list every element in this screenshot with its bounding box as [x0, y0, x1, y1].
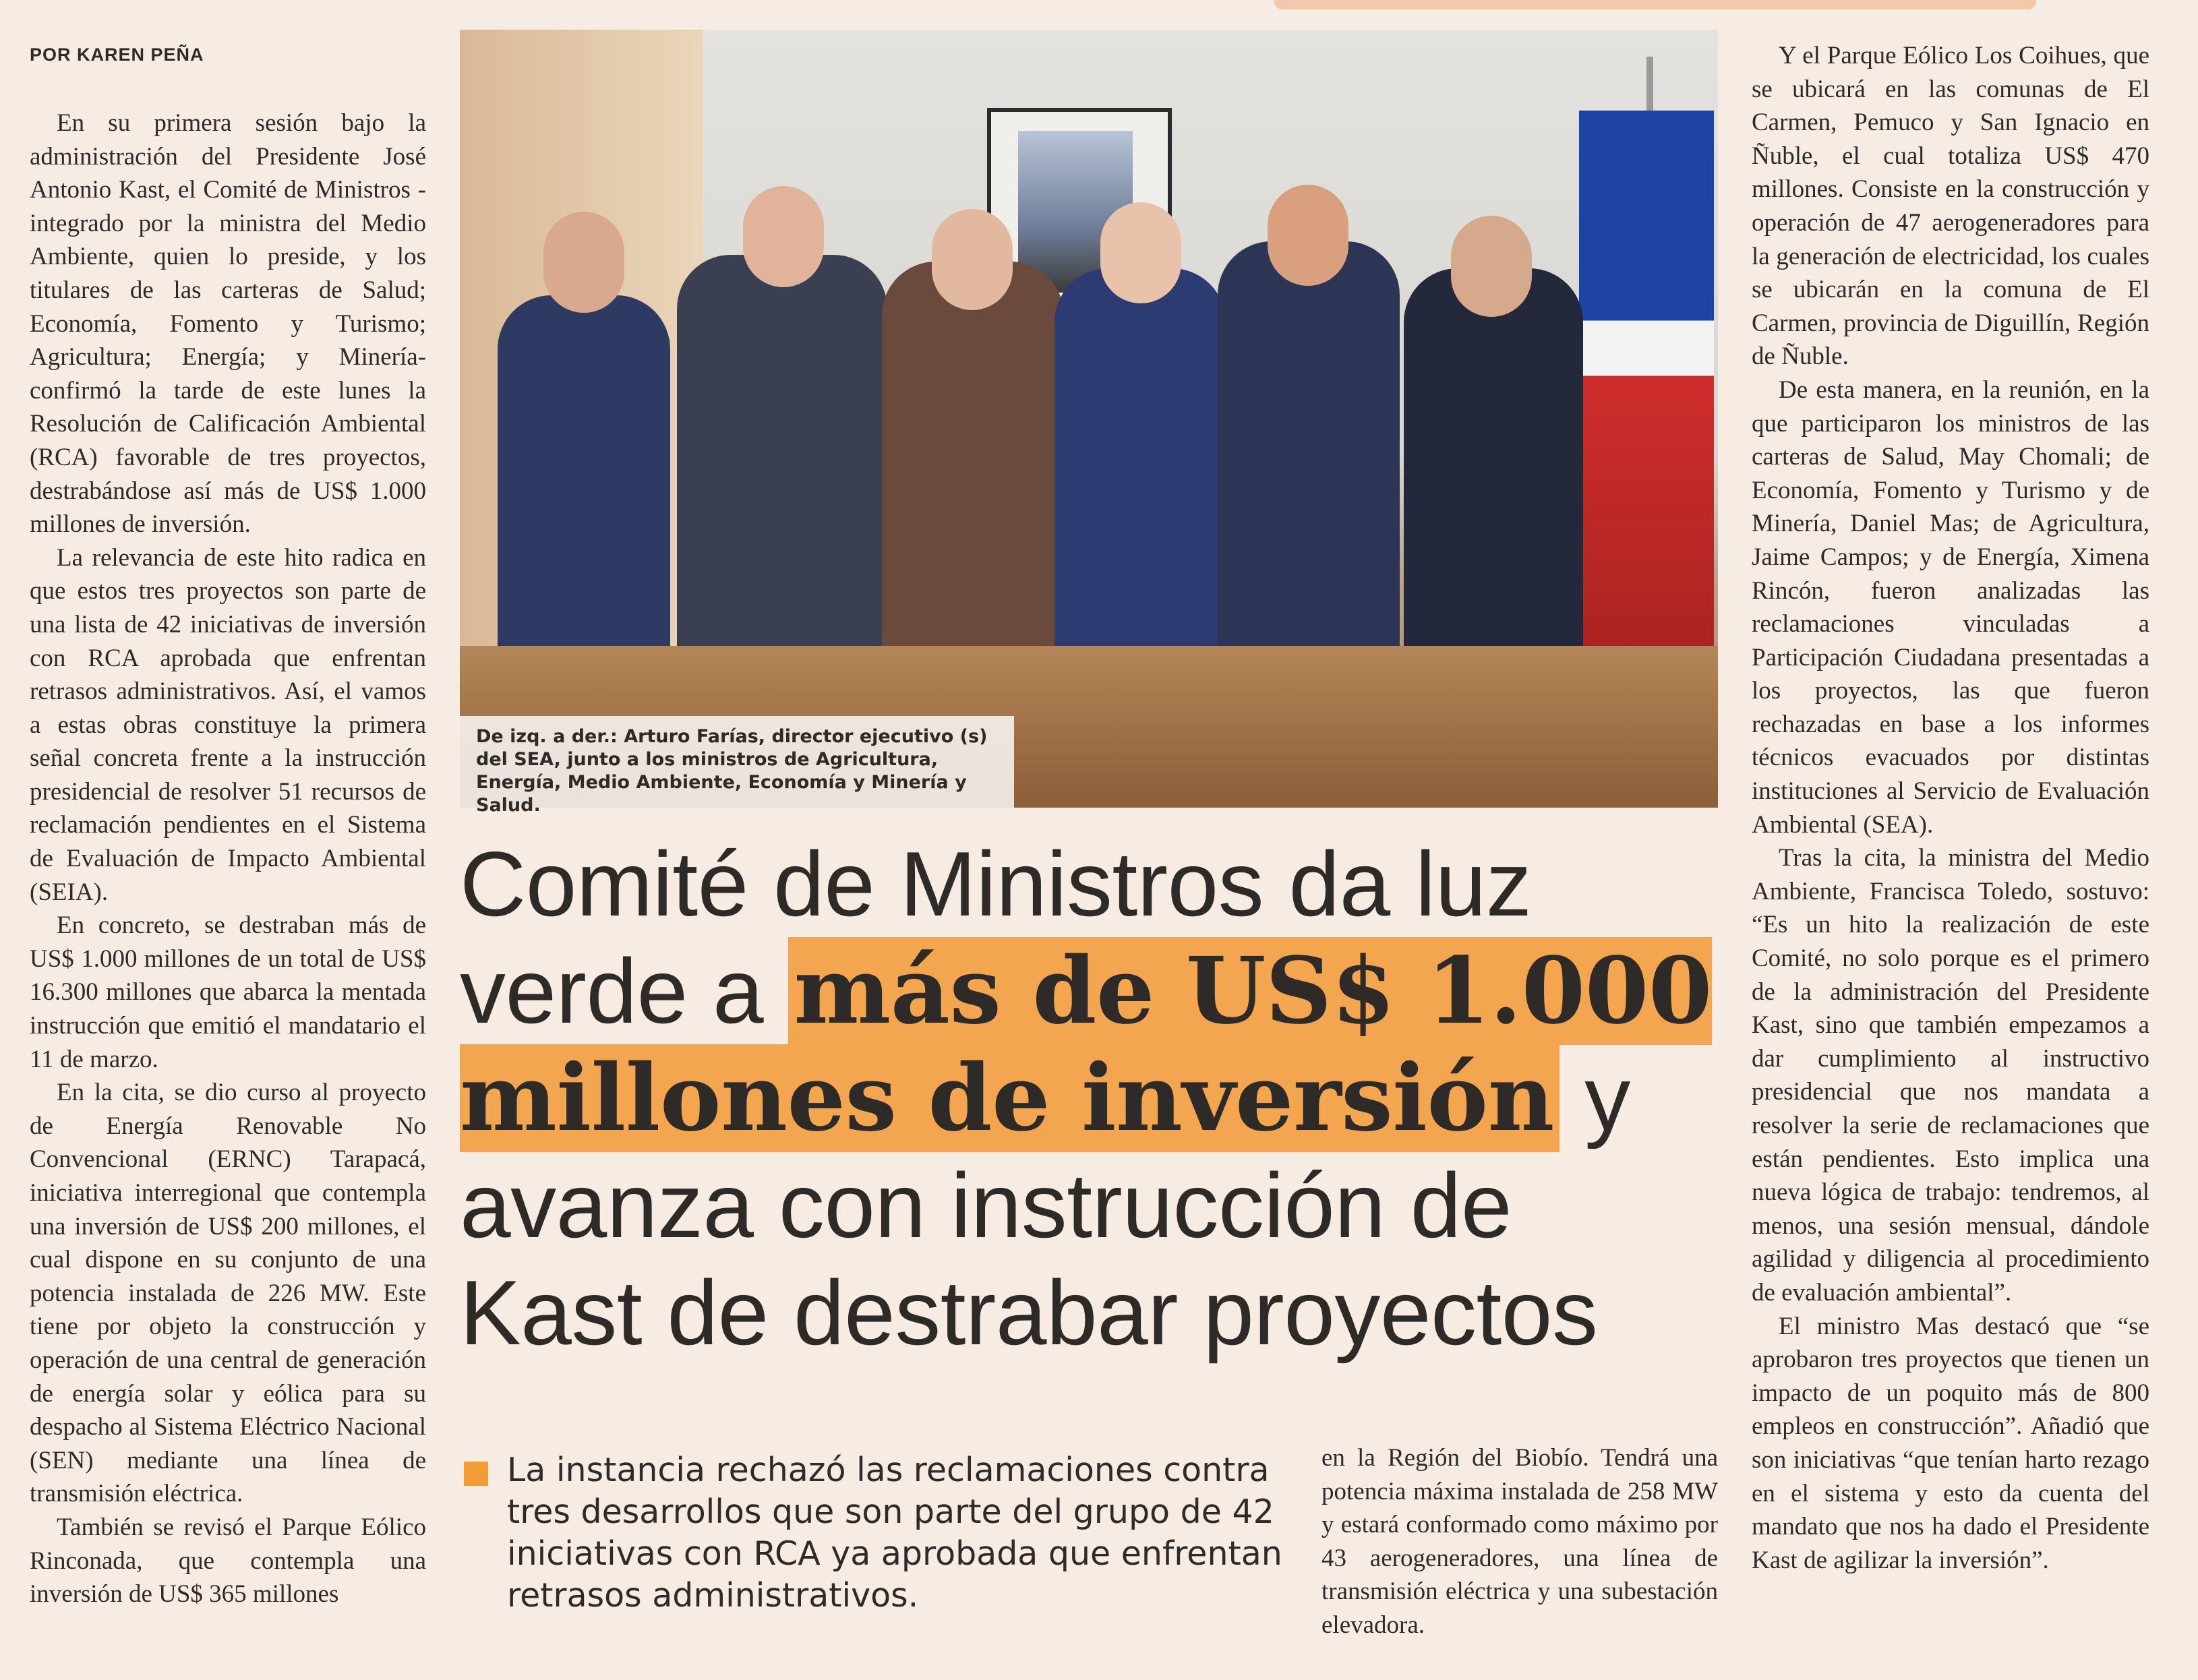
article-column-3 — [1752, 39, 2149, 1577]
byline: POR KAREN PEÑA — [30, 44, 204, 65]
top-accent-strip — [1274, 0, 2036, 9]
paragraph: Tras la cita, la ministra del Medio Ambiente, Francisca Toledo, sostuvo: “Es un hito la realización de este Comité, no solo porque es el primero de la administración del Presidente Kast, sino que también empezamos a dar cumplimiento al instructivo presidencial que nos mandata a resolver la serie de reclamaciones que están pendientes. Esto implica una nueva lógica de trabajo: tendremos, al menos, una sesión mensual, dándole agilidad y diligencia al procedimiento de evaluación ambiental”. — [1752, 844, 2149, 1307]
person-1 — [498, 295, 670, 673]
summary-deck — [464, 1449, 1293, 1617]
person-2 — [677, 255, 887, 673]
bullet-square-icon — [464, 1462, 488, 1486]
person-6-head — [1451, 216, 1532, 317]
deck-text: La instancia rechazó las reclamaciones contra tres desarrollos que son parte del grupo de 42 iniciativas con RCA ya aprobada que enfrentan retrasos administrativos. — [507, 1451, 1282, 1615]
person-5 — [1218, 241, 1400, 673]
paragraph: También se revisó el Parque Eólico Rinconada, que contempla una inversión de US$ 365 millones — [30, 1513, 426, 1609]
headline-part-1: Comité de Ministros da luz verde a — [460, 833, 1532, 1042]
person-1-head — [543, 212, 624, 313]
article-column-2 — [1321, 1441, 1718, 1642]
person-4-head — [1100, 202, 1181, 303]
paragraph: De esta manera, en la reunión, en la que participaron los ministros de las carteras de Salud, May Chomali; de Economía, Fomento y Turismo y de Minería, Daniel Mas; de Agricultura, Jaime Campos; y de Energía, Ximena Rincón, fueron analizadas las reclamaciones vinculadas a Participación Ciudadana presentadas a los proyectos, las que fueron rechazadas en base a los informes técnicos evacuados por distintas instituciones al Servicio de Evaluación Ambiental (SEA). — [1752, 376, 2149, 839]
paragraph: La relevancia de este hito radica en que estos tres proyectos son parte de una lista de 42 iniciativas de inversión con RCA aprobada que enfrentan retrasos administrativos. Así, el vamos a estas obras constituye la primera señal concreta frente a la instrucción presidencial de resolver 51 recursos de reclamación pendientes en el Sistema de Evaluación de Impacto Ambiental (SEIA). — [30, 543, 426, 906]
person-4 — [1055, 268, 1226, 673]
person-5-head — [1268, 185, 1348, 286]
person-3-head — [932, 209, 1013, 310]
person-3 — [882, 262, 1064, 673]
photo-caption: De izq. a der.: Arturo Farías, director ejecutivo (s) del SEA, junto a los ministros de Agricultura, Energía, Medio Ambiente, Economía y Minería y Salud. — [460, 716, 1014, 808]
paragraph: El ministro Mas destacó que “se aprobaron tres proyectos que tienen un impacto de un poquito más de 800 empleos en construcción”. Añadió que son iniciativas “que tenían harto rezago en el sistema y esto da cuenta del mandato que nos ha dado el Presidente Kast de agilizar la inversión”. — [1752, 1312, 2149, 1574]
chilean-flag — [1579, 111, 1714, 663]
paragraph: En su primera sesión bajo la administración del Presidente José Antonio Kast, el Comité de Ministros -integrado por la ministra del Medio Ambiente, quien lo preside, y los titulares de las carteras de Salud; Economía, Fomento y Turismo; Agricultura; Energía; y Minería- confirmó la tarde de este lunes la Resolución de Calificación Ambiental (RCA) favorable de tres proyectos, destrabándose así más de US$ 1.000 millones de inversión. — [30, 109, 426, 539]
paragraph: en la Región del Biobío. Tendrá una potencia máxima instalada de 258 MW y estará conformado como máximo por 43 aerogeneradores, una línea de transmisión eléctrica y una subestación elevadora. — [1321, 1444, 1718, 1639]
person-6 — [1404, 268, 1583, 673]
paragraph: En la cita, se dio curso al proyecto de Energía Renovable No Convencional (ERNC) Tarapacá, iniciativa interregional que contempla una inversión de US$ 200 millones, el cual dispone en su conjunto de una potencia instalada de 226 MW. Este tiene por objeto la construcción y operación de una central de generación de energía solar y eólica para su despacho al Sistema Eléctrico Nacional (SEN) mediante una línea de transmisión eléctrica. — [30, 1079, 426, 1508]
paragraph: Y el Parque Eólico Los Coihues, que se ubicará en las comunas de El Carmen, Pemuco y San Ignacio en Ñuble, el cual totaliza US$ 470 millones. Consiste en la construcción y operación de 47 aerogeneradores para la generación de electricidad, los cuales se ubicarán en la comuna de El Carmen, provincia de Diguillín, Región de Ñuble. — [1752, 42, 2149, 371]
headline — [460, 831, 1718, 1367]
paragraph: En concreto, se destraban más de US$ 1.000 millones de un total de US$ 16.300 millones que abarca la mentada instrucción que emitió el mandatario el 11 de marzo. — [30, 911, 426, 1073]
headline-part-2: y avanza con instrucción de Kast de destrabar proyectos — [460, 1047, 1630, 1364]
person-2-head — [743, 186, 824, 287]
headline-highlight: más de US$ 1.000 millones de inversión — [460, 937, 1712, 1152]
article-column-1 — [30, 107, 426, 1611]
news-photo — [460, 30, 1718, 808]
